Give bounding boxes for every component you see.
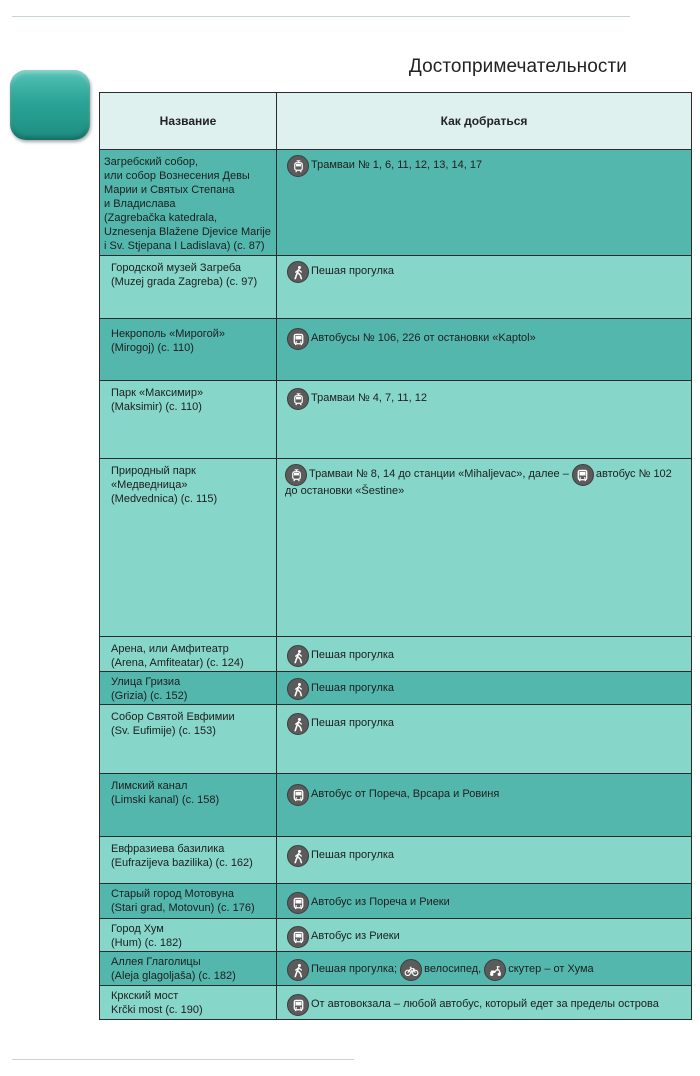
directions-text: От автовокзала – любой автобус, который едет за пределы острова xyxy=(311,998,659,1010)
column-header-name: Название xyxy=(100,93,277,150)
tram-icon xyxy=(287,155,309,177)
walking-icon xyxy=(287,678,309,700)
directions xyxy=(277,837,691,867)
walking-icon xyxy=(287,261,309,283)
directions-text: Трамваи № 1, 6, 11, 12, 13, 14, 17 xyxy=(311,159,483,171)
tram-icon xyxy=(287,388,309,410)
sight-name: Некрополь «Мирогой» (Mirogoj) (с. 110) xyxy=(111,328,225,354)
sight-name: Арена, или Амфитеатр (Arena, Amfiteatar) (с. 124) xyxy=(111,643,244,669)
top-divider xyxy=(12,16,630,17)
directions xyxy=(277,705,691,735)
table-row xyxy=(100,150,692,256)
sight-name: Городской музей Загреба (Muzej grada Zagreba) (с. 97) xyxy=(111,262,258,288)
directions xyxy=(277,672,691,700)
sight-name: Лимский канал (Limski kanal) (с. 158) xyxy=(111,780,220,806)
table-row xyxy=(100,381,692,459)
directions-text-part2: автобус № 102 xyxy=(595,468,672,480)
sight-name: Город Хум (Hum) (с. 182) xyxy=(111,923,182,949)
directions-text-part3: скутер – от Хума xyxy=(508,963,594,975)
walking-icon xyxy=(287,959,309,981)
directions xyxy=(277,319,691,350)
sight-name: Собор Святой Евфимии (Sv. Eufimije) (с. 153) xyxy=(111,711,235,737)
table-row xyxy=(100,256,692,319)
table-row xyxy=(100,705,692,774)
directions-text: Трамваи № 8, 14 до станции «Mihaljevac», далее – xyxy=(309,468,569,480)
table-row xyxy=(100,837,692,884)
directions-text-part3: до остановки «Šestine» xyxy=(285,485,405,497)
table-row xyxy=(100,952,692,986)
directions xyxy=(277,381,691,410)
bus-icon xyxy=(287,892,309,914)
directions-text: Пешая прогулка xyxy=(311,649,395,661)
directions-text: Пешая прогулка xyxy=(311,717,395,729)
table-row xyxy=(100,637,692,672)
sights-table xyxy=(99,92,692,1020)
walking-icon xyxy=(287,713,309,735)
directions xyxy=(277,919,691,948)
directions-text: Пешая прогулка xyxy=(311,682,395,694)
directions xyxy=(277,986,691,1016)
directions xyxy=(277,952,691,981)
directions xyxy=(277,150,691,177)
table-row xyxy=(100,986,692,1020)
directions xyxy=(277,774,691,806)
directions xyxy=(277,637,691,667)
walking-icon xyxy=(287,845,309,867)
directions-text-part2: велосипед, xyxy=(424,963,482,975)
scooter-icon xyxy=(484,959,506,981)
directions xyxy=(277,459,691,500)
directions xyxy=(277,256,691,283)
directions-text: Пешая прогулка xyxy=(311,849,395,861)
bus-icon xyxy=(287,994,309,1016)
directions-text: Автобус из Пореча и Риеки xyxy=(311,896,450,908)
directions-text: Автобус от Пореча, Врсара и Ровиня xyxy=(311,788,500,800)
sight-name: Кркский мост Krčki most (с. 190) xyxy=(111,990,203,1016)
bus-icon xyxy=(572,464,594,486)
bus-icon xyxy=(287,328,309,350)
directions-text: Пешая прогулка; xyxy=(311,963,398,975)
directions-text: Автобусы № 106, 226 от остановки «Kaptol» xyxy=(311,332,536,344)
table-row xyxy=(100,919,692,952)
chapter-tab-badge xyxy=(10,70,90,140)
page-title: Достопримечательности xyxy=(408,56,627,77)
sight-name: Природный парк «Медведница» (Medvednica) (с. 115) xyxy=(111,465,218,505)
table-row xyxy=(100,319,692,381)
directions-text: Автобус из Риеки xyxy=(311,930,400,942)
sight-name: Старый город Мотовуна (Stari grad, Motovun) (с. 176) xyxy=(111,888,255,914)
table-header-row xyxy=(100,93,692,150)
walking-icon xyxy=(287,645,309,667)
sight-name: Евфразиева базилика (Eufrazijeva bazilika) (с. 162) xyxy=(111,843,253,869)
sight-name: Загребский собор, или собор Вознесения Девы Марии и Святых Степана и Владислава (Zagrebačka katedrala, Uznesenja Blažene Djevice Marije i Sv. Stjepana I Ladislava) (с. 87) xyxy=(104,156,271,252)
sight-name: Парк «Максимир» (Maksimir) (с. 110) xyxy=(111,387,204,413)
bus-icon xyxy=(287,784,309,806)
sight-name: Аллея Глаголицы (Aleja glagoljaša) (с. 182) xyxy=(111,956,236,982)
table-row xyxy=(100,459,692,637)
table-row xyxy=(100,884,692,919)
table-row xyxy=(100,774,692,837)
directions-text: Пешая прогулка xyxy=(311,265,395,277)
sight-name: Улица Гризиа (Grizia) (с. 152) xyxy=(111,676,188,702)
directions-text: Трамваи № 4, 7, 11, 12 xyxy=(311,392,428,404)
bus-icon xyxy=(287,926,309,948)
table-row xyxy=(100,672,692,705)
directions xyxy=(277,884,691,914)
bicycle-icon xyxy=(400,959,422,981)
column-header-how: Как добраться xyxy=(277,93,692,150)
bottom-divider xyxy=(12,1059,354,1060)
